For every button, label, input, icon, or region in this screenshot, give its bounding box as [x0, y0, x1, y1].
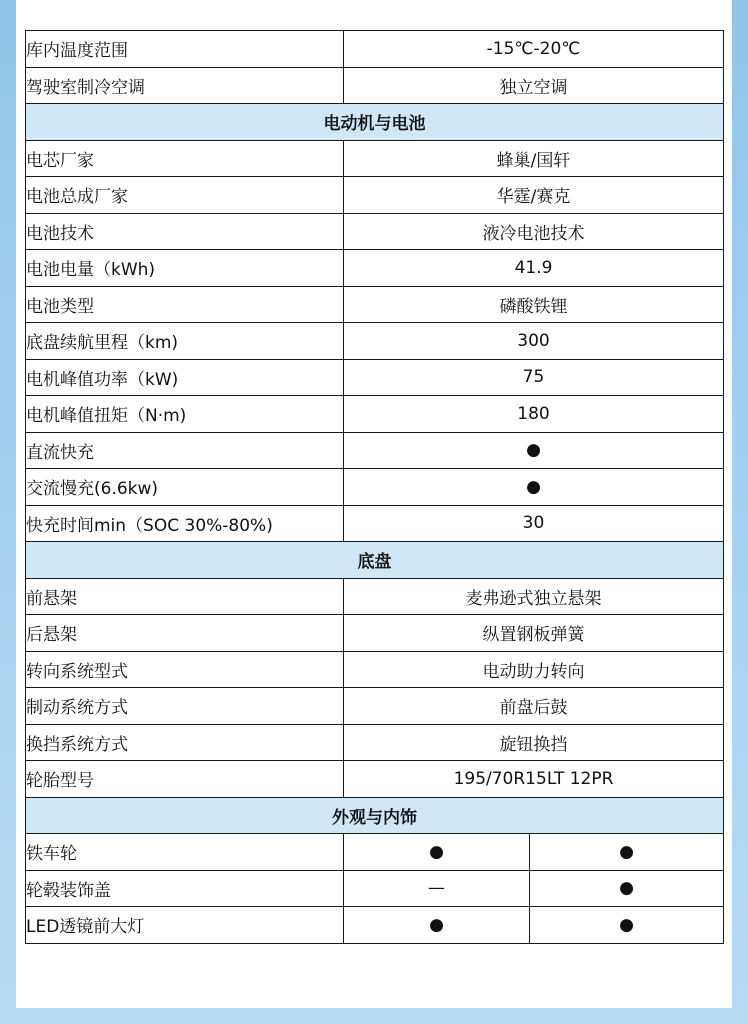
- row-value: ●: [344, 432, 724, 469]
- section-header-exterior-interior: [26, 797, 724, 834]
- row-label: 交流慢充(6.6kw): [26, 469, 344, 506]
- row-value: 195/70R15LT 12PR: [344, 761, 724, 798]
- table-row: [26, 286, 724, 323]
- row-value: 液冷电池技术: [344, 213, 724, 250]
- row-value: 41.9: [344, 250, 724, 287]
- row-label: 电池类型: [26, 286, 344, 323]
- table-row: [26, 761, 724, 798]
- row-value: 30: [344, 505, 724, 542]
- row-value: 华霆/赛克: [344, 177, 724, 214]
- row-label: 电池电量（kWh): [26, 250, 344, 287]
- row-label: 制动系统方式: [26, 688, 344, 725]
- table-row: [26, 359, 724, 396]
- row-label: 铁车轮: [26, 834, 344, 871]
- table-row: [26, 578, 724, 615]
- table-row: [26, 907, 724, 944]
- row-value: 75: [344, 359, 724, 396]
- row-value-a: ●: [344, 907, 530, 944]
- row-label: 快充时间min（SOC 30%-80%): [26, 505, 344, 542]
- row-value: 前盘后鼓: [344, 688, 724, 725]
- row-value: 旋钮换挡: [344, 724, 724, 761]
- row-label: 换挡系统方式: [26, 724, 344, 761]
- table-row: [26, 396, 724, 433]
- row-value: 电动助力转向: [344, 651, 724, 688]
- table-row: [26, 834, 724, 871]
- row-label: 电机峰值扭矩（N·m): [26, 396, 344, 433]
- table-row: [26, 724, 724, 761]
- row-label: 电池技术: [26, 213, 344, 250]
- section-header-chassis: [26, 542, 724, 579]
- table-row: [26, 615, 724, 652]
- row-value: 180: [344, 396, 724, 433]
- section-title: 底盘: [26, 542, 724, 579]
- row-value: 纵置钢板弹簧: [344, 615, 724, 652]
- row-value: 300: [344, 323, 724, 360]
- row-label: 后悬架: [26, 615, 344, 652]
- row-label: 轮胎型号: [26, 761, 344, 798]
- row-value-b: ●: [530, 834, 724, 871]
- row-label: 电机峰值功率（kW): [26, 359, 344, 396]
- row-value: 麦弗逊式独立悬架: [344, 578, 724, 615]
- row-value: 磷酸铁锂: [344, 286, 724, 323]
- table-row: [26, 505, 724, 542]
- row-label: 库内温度范围: [26, 31, 344, 68]
- table-row: [26, 469, 724, 506]
- row-label: 转向系统型式: [26, 651, 344, 688]
- row-label: 轮毂装饰盖: [26, 870, 344, 907]
- row-label: 前悬架: [26, 578, 344, 615]
- row-label: 驾驶室制冷空调: [26, 67, 344, 104]
- row-value: ●: [344, 469, 724, 506]
- row-label: 电池总成厂家: [26, 177, 344, 214]
- table-row: [26, 651, 724, 688]
- section-title: 电动机与电池: [26, 104, 724, 141]
- table-row: [26, 140, 724, 177]
- table-row: [26, 250, 724, 287]
- row-value-b: ●: [530, 870, 724, 907]
- table-row: [26, 432, 724, 469]
- section-header-motor-battery: [26, 104, 724, 141]
- row-label: LED透镜前大灯: [26, 907, 344, 944]
- row-value-a: —: [344, 870, 530, 907]
- spec-table: [25, 30, 724, 944]
- spec-sheet: [16, 0, 732, 1008]
- row-label: 底盘续航里程（km): [26, 323, 344, 360]
- row-value: -15℃-20℃: [344, 31, 724, 68]
- table-row: [26, 177, 724, 214]
- table-row: [26, 31, 724, 68]
- row-value-a: ●: [344, 834, 530, 871]
- table-row: [26, 688, 724, 725]
- table-row: [26, 323, 724, 360]
- row-value-b: ●: [530, 907, 724, 944]
- table-row: [26, 213, 724, 250]
- row-label: 电芯厂家: [26, 140, 344, 177]
- row-label: 直流快充: [26, 432, 344, 469]
- table-row: [26, 870, 724, 907]
- row-value: 蜂巢/国轩: [344, 140, 724, 177]
- table-row: [26, 67, 724, 104]
- section-title: 外观与内饰: [26, 797, 724, 834]
- row-value: 独立空调: [344, 67, 724, 104]
